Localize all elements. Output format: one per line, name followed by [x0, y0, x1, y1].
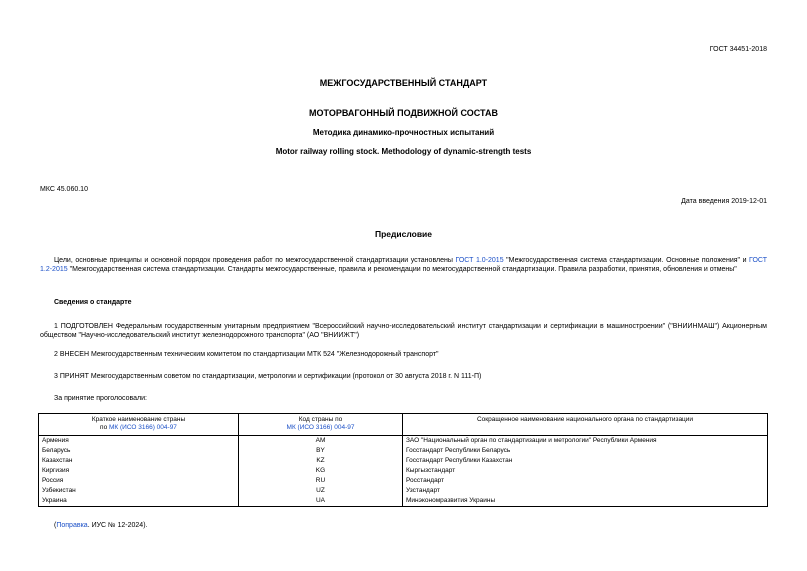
voted-label: За принятие проголосовали:: [54, 395, 147, 402]
preface-text-c: "Межгосударственная система стандартизации. Стандарты межгосударственные, правила и рекомендации по межгосударственной стандартизации. Правила разработки, принятия, обновления и отмены": [67, 266, 737, 273]
code-cell: UA: [239, 496, 403, 507]
code-cell: AM: [239, 436, 403, 447]
code-cell: RU: [239, 476, 403, 486]
body-cell: Узстандарт: [403, 486, 768, 496]
gost-1-2-link[interactable]: ГОСТ 1.2-2015: [40, 257, 767, 273]
preface-heading: Предисловие: [374, 229, 433, 239]
item-2: 2 ВНЕСЕН Межгосударственным техническим комитетом по стандартизации МТК 524 "Железнодорожный транспорт": [54, 351, 439, 358]
table-row: [39, 486, 768, 496]
table-row: [39, 496, 768, 507]
country-cell: Россия: [39, 476, 239, 486]
amendment-link[interactable]: Поправка: [56, 522, 88, 529]
countries-table: [38, 413, 768, 507]
body-cell: Минэкономразвития Украины: [403, 496, 768, 507]
preface-text-a: Цели, основные принципы и основной порядок проведения работ по межгосударственной стандартизации установлены: [54, 257, 456, 264]
body-cell: Госстандарт Республики Беларусь: [403, 446, 768, 456]
amendment-rest: . ИУС № 12-2024).: [87, 522, 148, 529]
mk-iso-link-1[interactable]: МК (ИСО 3166) 004-97: [109, 424, 177, 431]
col-header-code-line1: Код страны по: [298, 416, 343, 423]
body-cell: Кыргызстандарт: [403, 466, 768, 476]
code-cell: BY: [239, 446, 403, 456]
table-row: [39, 476, 768, 486]
preface-paragraph: [40, 256, 767, 274]
info-heading: Сведения о стандарте: [54, 299, 132, 306]
country-cell: Беларусь: [39, 446, 239, 456]
country-cell: Украина: [39, 496, 239, 507]
intro-date: Дата введения 2019-12-01: [681, 198, 767, 205]
col-header-code: [239, 414, 403, 436]
item-1: 1 ПОДГОТОВЛЕН Федеральным государственным унитарным предприятием "Всероссийский научно-исследовательский институт стандартизации и сертификации в машиностроении" ("ВНИИНМАШ") Акционерным обществом "Научно-исследовательский институт железнодорожного транспорта" (АО "ВНИИЖТ"): [40, 323, 767, 339]
mk-iso-link-2[interactable]: МК (ИСО 3166) 004-97: [286, 424, 355, 431]
standard-type: МЕЖГОСУДАРСТВЕННЫЙ СТАНДАРТ: [319, 78, 488, 88]
code-cell: KZ: [239, 456, 403, 466]
main-title: МОТОРВАГОННЫЙ ПОДВИЖНОЙ СОСТАВ: [309, 108, 498, 118]
doc-code: ГОСТ 34451-2018: [709, 46, 767, 53]
body-cell: Госстандарт Республики Казахстан: [403, 456, 768, 466]
gost-1-0-link[interactable]: ГОСТ 1.0-2015: [455, 257, 504, 264]
col-header-body: Сокращенное наименование национального органа по стандартизации: [403, 414, 768, 436]
table-header-row: [39, 414, 768, 436]
table-row: [39, 446, 768, 456]
code-cell: KG: [239, 466, 403, 476]
amendment-open: (: [54, 522, 57, 529]
col-header-country-prefix: по: [100, 424, 109, 431]
country-cell: Узбекистан: [39, 486, 239, 496]
col-header-country: [39, 414, 239, 436]
table-row: [39, 456, 768, 466]
preface-text-b: "Межгосударственная система стандартизации. Основные положения" и: [503, 257, 750, 264]
body-cell: ЗАО "Национальный орган по стандартизации и метрологии" Республики Армения: [403, 436, 768, 447]
table-row: [39, 466, 768, 476]
col-header-country-line1: Краткое наименование страны: [91, 416, 186, 423]
country-cell: Казахстан: [39, 456, 239, 466]
item-3: 3 ПРИНЯТ Межгосударственным советом по стандартизации, метрологии и сертификации (протокол от 30 августа 2018 г. N 111-П): [54, 373, 482, 380]
table-row: [39, 436, 768, 447]
body-cell: Росстандарт: [403, 476, 768, 486]
subtitle-en: Motor railway rolling stock. Methodology of dynamic-strength tests: [275, 147, 532, 156]
amendment-note: [54, 522, 147, 529]
country-cell: Киргизия: [39, 466, 239, 476]
code-cell: UZ: [239, 486, 403, 496]
mks-code: МКС 45.060.10: [40, 186, 88, 193]
subtitle-ru: Методика динамико-прочностных испытаний: [312, 128, 495, 137]
country-cell: Армения: [39, 436, 239, 447]
